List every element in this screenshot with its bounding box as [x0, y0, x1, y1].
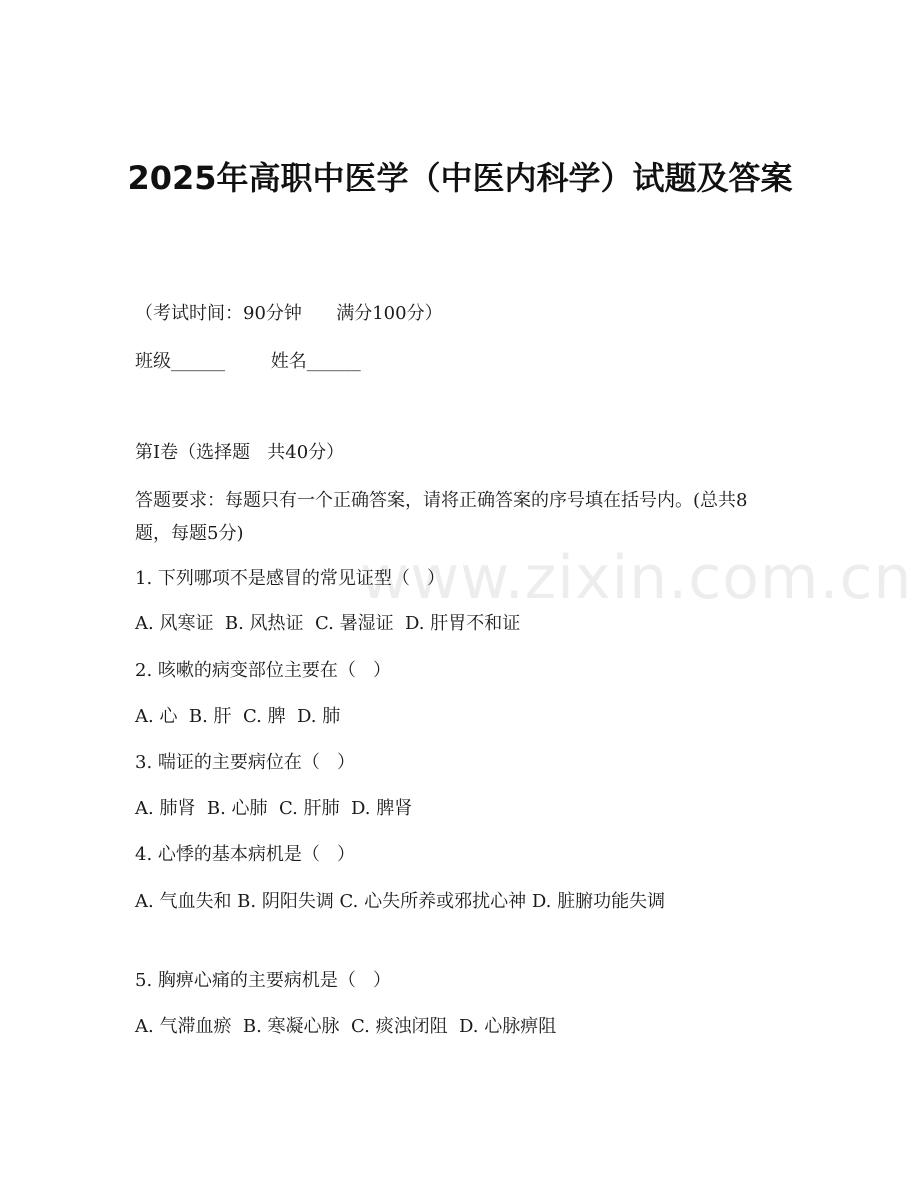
question-options: A. 肺肾 B. 心肺 C. 肝肺 D. 脾肾 [135, 798, 413, 819]
question-stem: 3. 喘证的主要病位在（ ） [135, 752, 356, 773]
question-options: A. 气血失和 B. 阴阳失调 C. 心失所养或邪扰心神 D. 脏腑功能失调 [135, 891, 666, 912]
question-stem: 2. 咳嗽的病变部位主要在（ ） [135, 660, 392, 681]
watermark: www.zixin.com.cn [360, 543, 913, 613]
question-stem: 4. 心悸的基本病机是（ ） [135, 844, 356, 865]
exam-info: （考试时间：90分钟 满分100分） [135, 303, 443, 324]
section-heading: 第I卷（选择题 共40分） [135, 442, 345, 463]
student-fields: 班级______ 姓名______ [135, 351, 361, 372]
question-options: A. 气滞血瘀 B. 寒凝心脉 C. 痰浊闭阻 D. 心脉痹阻 [135, 1016, 557, 1037]
question-stem: 1. 下列哪项不是感冒的常见证型（ ） [135, 568, 446, 589]
answer-instructions: 答题要求：每题只有一个正确答案，请将正确答案的序号填在括号内。(总共8题，每题5分) [135, 490, 748, 544]
question-stem: 5. 胸痹心痛的主要病机是（ ） [135, 970, 392, 991]
document-title: 2025年高职中医学（中医内科学）试题及答案 [127, 159, 793, 197]
question-options: A. 风寒证 B. 风热证 C. 暑湿证 D. 肝胃不和证 [135, 613, 521, 634]
question-options: A. 心 B. 肝 C. 脾 D. 肺 [135, 706, 341, 727]
